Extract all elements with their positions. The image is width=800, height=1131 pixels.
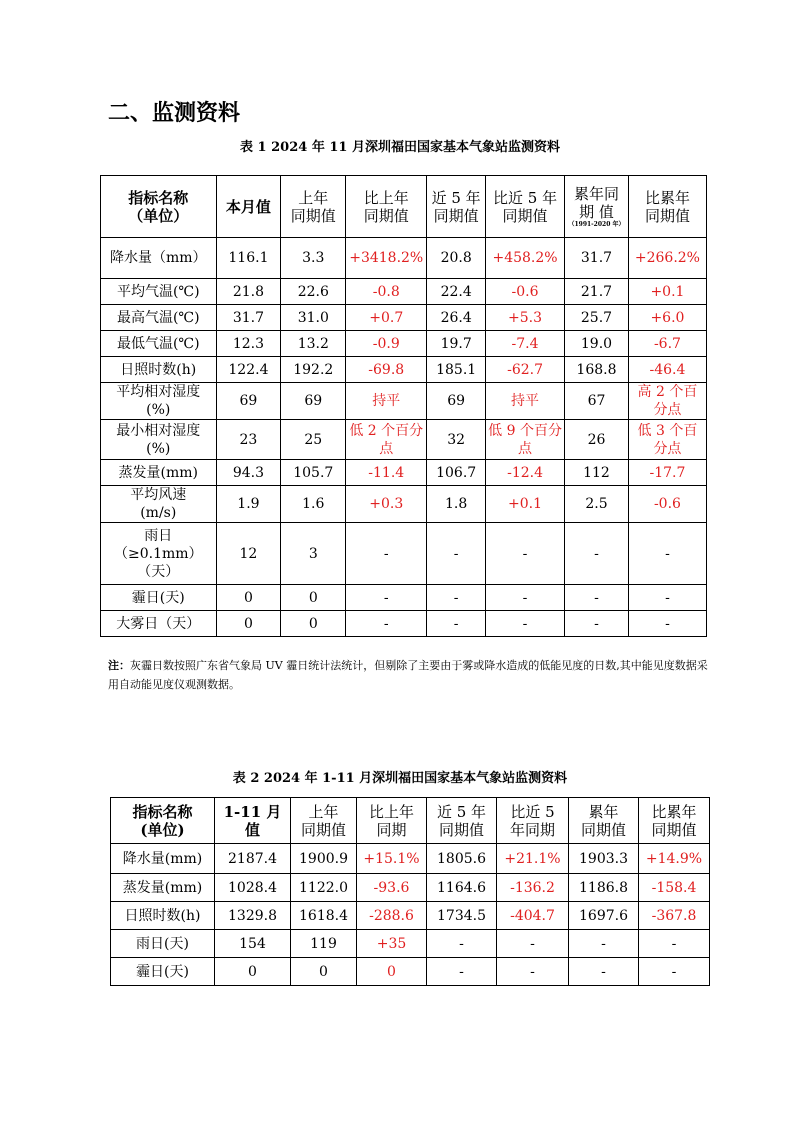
header-line: 同期值 [300,820,346,839]
cell-value: 185.1 [427,357,486,383]
cell-value: - [486,585,565,611]
header-climate-period: （1991-2020 年） [568,220,625,228]
header-vs-climate [639,798,710,844]
table-row [101,460,707,486]
cell-value: - [346,523,427,585]
cell-value: 67 [565,383,629,420]
cell-value: 69 [216,383,281,420]
cell-value: 0 [357,958,427,986]
header-line: 累年同 [573,184,619,203]
cell-value: 0 [215,958,291,986]
header-line: 近 5 年 [436,802,487,821]
table-row [101,585,707,611]
table-row [101,383,707,420]
indicator-name-line: 降水量(mm) [122,850,203,867]
header-line: 1-11 月 [223,802,282,821]
row-indicator-name [101,331,217,357]
header-line: 同期 [376,820,407,839]
table-row [111,844,710,874]
cell-value: 192.2 [281,357,346,383]
note-text: 灰霾日数按照广东省气象局 UV 霾日统计法统计，但剔除了主要由于雾或降水造成的低能见度的日数,其中能见度数据采用自动能见度仪观测数据。 [108,659,708,691]
cell-value: 持平 [486,383,565,420]
cell-value: +0.1 [628,279,706,305]
header-vs-last-year [357,798,427,844]
cell-value: -0.6 [628,486,706,523]
indicator-name-line: 蒸发量(mm) [118,464,198,481]
header-line: 同期值 [502,206,548,225]
cell-value: +6.0 [628,305,706,331]
cell-value: 25.7 [565,305,629,331]
row-indicator-name [101,486,217,523]
cell-value: 69 [427,383,486,420]
table1-body [101,238,707,637]
cell-value: 1734.5 [427,902,497,930]
header-line: 同期值 [644,206,690,225]
cell-value: 105.7 [281,460,346,486]
table1-caption: 表 1 2024 年 11 月深圳福田国家基本气象站监测资料 [240,140,560,155]
table-row [101,357,707,383]
cell-value: 持平 [346,383,427,420]
indicator-name-line: 最高气温(℃) [116,309,200,326]
header-line: 比近 5 [510,802,555,821]
table-row [101,486,707,523]
cell-value: 1.8 [427,486,486,523]
row-indicator-name [101,585,217,611]
cell-value: 32 [427,420,486,460]
cell-value: 22.4 [427,279,486,305]
cell-value: 119 [291,930,357,958]
header-line: 上年 [308,802,339,821]
cell-value: +14.9% [639,844,710,874]
cell-value: +266.2% [628,238,706,279]
cell-value: +3418.2% [346,238,427,279]
cell-value: 低 2 个百分点 [346,420,427,460]
cell-value: 1805.6 [427,844,497,874]
cell-value: +5.3 [486,305,565,331]
cell-value: - [565,523,629,585]
header-vs-climate [628,176,706,238]
header-vs-recent5 [486,176,565,238]
indicator-name-line: 日照时数(h) [124,907,201,924]
cell-value: 21.8 [216,279,281,305]
section-title: 二、监测资料 [108,101,241,126]
cell-value: 69 [281,383,346,420]
table1-header-row [101,176,707,238]
header-vs-recent5 [497,798,569,844]
cell-value: 31.7 [565,238,629,279]
cell-value: -158.4 [639,874,710,902]
header-line: 比近 5 年 [493,188,558,207]
cell-value: +0.7 [346,305,427,331]
header-line: 上年 [298,188,329,207]
cell-value: -6.7 [628,331,706,357]
row-indicator-name [101,279,217,305]
cell-value: 22.6 [281,279,346,305]
header-line: 同期值 [433,206,479,225]
table-row [101,523,707,585]
cell-value: 0 [281,585,346,611]
table2-caption: 表 2 2024 年 1-11 月深圳福田国家基本气象站监测资料 [232,771,568,786]
cell-value: +458.2% [486,238,565,279]
indicator-name-line: 最小相对湿度 [116,422,201,439]
cell-value: 0 [281,611,346,637]
indicator-name-line: (m/s) [140,505,177,521]
cell-value: 1329.8 [215,902,291,930]
cell-value: 12 [216,523,281,585]
indicator-name-line: 平均风速 [130,487,187,503]
cell-value: 1164.6 [427,874,497,902]
cell-value: -0.9 [346,331,427,357]
cell-value: 3.3 [281,238,346,279]
header-line: 比上年 [363,188,409,207]
cell-value: 1186.8 [569,874,639,902]
cell-value: - [427,958,497,986]
cell-value: 低 9 个百分点 [486,420,565,460]
cell-value: -69.8 [346,357,427,383]
row-indicator-name [111,958,215,986]
table-row [101,611,707,637]
table2-header-row [111,798,710,844]
row-indicator-name [101,420,217,460]
cell-value: - [427,585,486,611]
header-line: 同期值 [580,820,626,839]
cell-value: 低 3 个百分点 [628,420,706,460]
row-indicator-name [101,238,217,279]
cell-value: - [427,930,497,958]
header-recent5 [427,176,486,238]
cell-value: -367.8 [639,902,710,930]
row-indicator-name [111,874,215,902]
cell-value: 1697.6 [569,902,639,930]
cell-value: +15.1% [357,844,427,874]
header-climate [569,798,639,844]
cell-value: -404.7 [497,902,569,930]
table-row [101,238,707,279]
cell-value: - [569,930,639,958]
cell-value: 112 [565,460,629,486]
cell-value: 2187.4 [215,844,291,874]
indicator-name-line: (%) [146,440,171,457]
header-line: 同期值 [290,206,336,225]
row-indicator-name [101,523,217,585]
header-line: 指标名称 [128,188,189,207]
table-row [111,902,710,930]
cell-value: - [639,958,710,986]
header-climate [565,176,629,238]
cell-value: 26 [565,420,629,460]
header-indicator-name [101,176,217,238]
cell-value: 13.2 [281,331,346,357]
header-line: 比累年 [644,188,690,207]
indicator-name-line: 霾日(天) [131,589,185,606]
cell-value: - [486,523,565,585]
table-row [101,305,707,331]
table-row [111,930,710,958]
header-line: 同期值 [363,206,409,225]
row-indicator-name [101,305,217,331]
cell-value: 21.7 [565,279,629,305]
indicator-name-line: 平均相对湿度 [116,384,201,400]
cell-value: -46.4 [628,357,706,383]
cell-value: 2.5 [565,486,629,523]
header-line: 期 值 [579,202,614,221]
note-label: 注： [108,659,130,672]
cell-value: 31.7 [216,305,281,331]
cell-value: 154 [215,930,291,958]
cell-value: 106.7 [427,460,486,486]
cell-value: 19.7 [427,331,486,357]
row-indicator-name [101,383,217,420]
header-last-year [281,176,346,238]
cell-value: - [427,523,486,585]
header-line: 年同期 [509,820,555,839]
table-row [101,331,707,357]
cell-value: 1903.3 [569,844,639,874]
indicator-name-line: 大雾日（天） [116,615,201,632]
indicator-name-line: 降水量（mm） [109,250,207,266]
row-indicator-name [101,357,217,383]
cell-value: -288.6 [357,902,427,930]
cell-value: -12.4 [486,460,565,486]
header-vs-last-year [346,176,427,238]
cell-value: 94.3 [216,460,281,486]
table-row [111,958,710,986]
table-row [111,874,710,902]
cell-value: -0.6 [486,279,565,305]
cell-value: 0 [291,958,357,986]
cell-value: 12.3 [216,331,281,357]
cell-value: 高 2 个百分点 [628,383,706,420]
cell-value: -11.4 [346,460,427,486]
table1 [100,175,707,637]
cell-value: - [486,611,565,637]
cell-value: 1618.4 [291,902,357,930]
cell-value: - [628,585,706,611]
cell-value: 3 [281,523,346,585]
row-indicator-name [111,902,215,930]
cell-value: - [569,958,639,986]
cell-value: +35 [357,930,427,958]
indicator-name-line: (%) [146,402,171,418]
cell-value: 168.8 [565,357,629,383]
cell-value: -7.4 [486,331,565,357]
header-line: 比累年 [651,802,697,821]
cell-value: - [497,930,569,958]
cell-value: 116.1 [216,238,281,279]
header-line: （单位） [128,206,189,225]
header-line: 指标名称 [132,802,193,821]
header-line: 值 [244,820,260,839]
header-line: 同期值 [651,820,697,839]
table2-body [111,844,710,986]
cell-value: 1.6 [281,486,346,523]
cell-value: -0.8 [346,279,427,305]
table-row [101,420,707,460]
cell-value: -93.6 [357,874,427,902]
cell-value: - [639,930,710,958]
cell-value: - [628,523,706,585]
table2 [110,797,710,986]
cell-value: - [346,585,427,611]
cell-value: +0.3 [346,486,427,523]
indicator-name-line: （≥0.1mm） [113,545,203,562]
cell-value: 1028.4 [215,874,291,902]
cell-value: 122.4 [216,357,281,383]
cell-value: 0 [216,585,281,611]
header-line: 比上年 [368,802,414,821]
row-indicator-name [101,611,217,637]
cell-value: 25 [281,420,346,460]
header-last-year [291,798,357,844]
header-line: 同期值 [438,820,484,839]
row-indicator-name [101,460,217,486]
table-row [101,279,707,305]
cell-value: - [346,611,427,637]
indicator-name-line: （天） [137,563,180,580]
indicator-name-line: 平均气温(℃) [116,283,200,300]
cell-value: -17.7 [628,460,706,486]
cell-value: 26.4 [427,305,486,331]
cell-value: 1900.9 [291,844,357,874]
cell-value: - [565,585,629,611]
cell-value: -62.7 [486,357,565,383]
cell-value: - [628,611,706,637]
cell-value: 20.8 [427,238,486,279]
indicator-name-line: 日照时数(h) [120,361,197,378]
cell-value: 0 [216,611,281,637]
row-indicator-name [111,844,215,874]
header-recent5 [427,798,497,844]
header-line: (单位) [140,820,185,839]
indicator-name-line: 最低气温(℃) [116,335,200,352]
cell-value: +21.1% [497,844,569,874]
cell-value: +0.1 [486,486,565,523]
cell-value: 31.0 [281,305,346,331]
header-period-value [215,798,291,844]
indicator-name-line: 蒸发量(mm) [122,879,203,896]
indicator-name-line: 霾日(天) [136,963,189,980]
indicator-name-line: 雨日(天) [136,935,189,952]
cell-value: 1122.0 [291,874,357,902]
row-indicator-name [111,930,215,958]
table1-note [108,656,708,694]
indicator-name-line: 雨日 [144,527,173,544]
header-indicator-name [111,798,215,844]
cell-value: -136.2 [497,874,569,902]
cell-value: - [565,611,629,637]
cell-value: - [497,958,569,986]
header-line: 累年 [588,802,619,821]
cell-value: - [427,611,486,637]
header-line: 近 5 年 [431,188,481,207]
cell-value: 19.0 [565,331,629,357]
cell-value: 1.9 [216,486,281,523]
header-month-value: 本月值 [216,176,281,238]
cell-value: 23 [216,420,281,460]
